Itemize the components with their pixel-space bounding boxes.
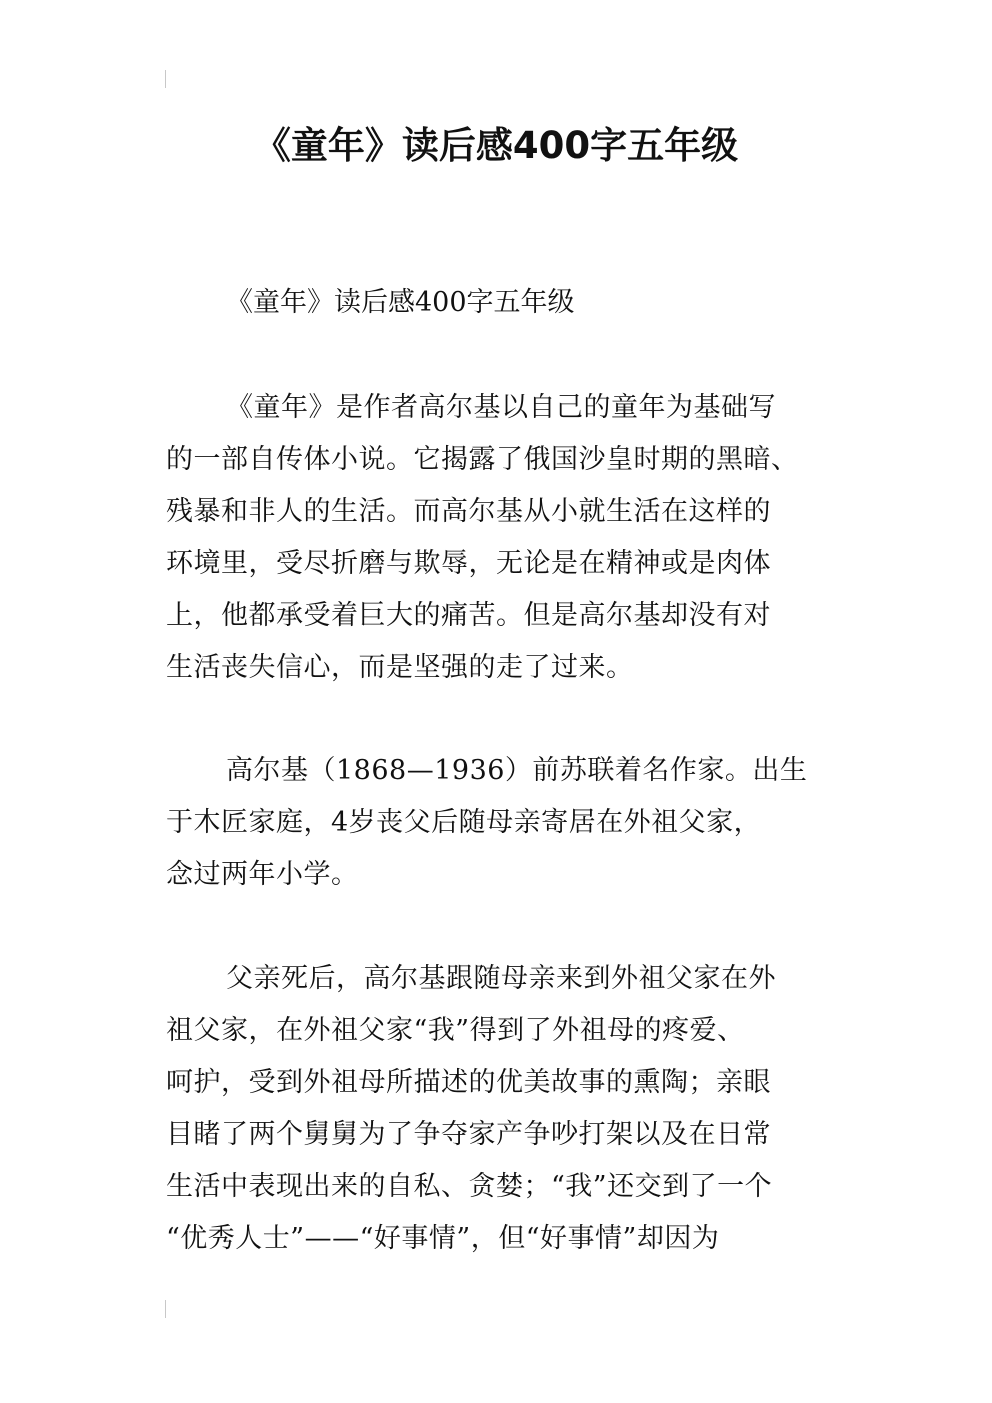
paragraph-1 bbox=[166, 382, 830, 694]
paragraph-line: 父亲死后，高尔基跟随母亲来到外祖父家在外 bbox=[226, 963, 776, 994]
paragraph-line: 于木匠家庭，4岁丧父后随母亲寄居在外祖父家， bbox=[166, 807, 762, 838]
paragraph-line: 呵护，受到外祖母所描述的优美故事的熏陶；亲眼 bbox=[166, 1067, 771, 1098]
paragraph-line: 残暴和非人的生活。而高尔基从小就生活在这样的 bbox=[166, 496, 771, 527]
paragraph-line: 生活中表现出来的自私、贪婪；“我”还交到了一个 bbox=[166, 1171, 773, 1202]
paragraph-2 bbox=[166, 745, 830, 901]
paragraph-line: 念过两年小学。 bbox=[166, 859, 359, 890]
paragraph-line: 上，他都承受着巨大的痛苦。但是高尔基却没有对 bbox=[166, 600, 771, 631]
paragraph-line: 目睹了两个舅舅为了争夺家产争吵打架以及在日常 bbox=[166, 1119, 771, 1150]
document-title: 《童年》读后感400字五年级 bbox=[253, 124, 739, 167]
paragraph-line: 环境里，受尽折磨与欺辱，无论是在精神或是肉体 bbox=[166, 548, 771, 579]
crop-mark-top bbox=[165, 70, 166, 88]
paragraph-line: 《童年》是作者高尔基以自己的童年为基础写 bbox=[226, 392, 776, 423]
document-subtitle: 《童年》读后感400字五年级 bbox=[226, 287, 575, 318]
paragraph-line: 祖父家，在外祖父家“我”得到了外祖母的疼爱、 bbox=[166, 1015, 745, 1046]
paragraph-line: 生活丧失信心，而是坚强的走了过来。 bbox=[166, 652, 634, 683]
paragraph-line: 的一部自传体小说。它揭露了俄国沙皇时期的黑暗、 bbox=[166, 444, 799, 475]
paragraph-line: 高尔基（1868—1936）前苏联着名作家。出生 bbox=[226, 755, 808, 786]
paragraph-3 bbox=[166, 953, 830, 1265]
paragraph-line: “优秀人士”——“好事情”，但“好事情”却因为 bbox=[166, 1223, 720, 1254]
crop-mark-bottom bbox=[165, 1300, 166, 1318]
